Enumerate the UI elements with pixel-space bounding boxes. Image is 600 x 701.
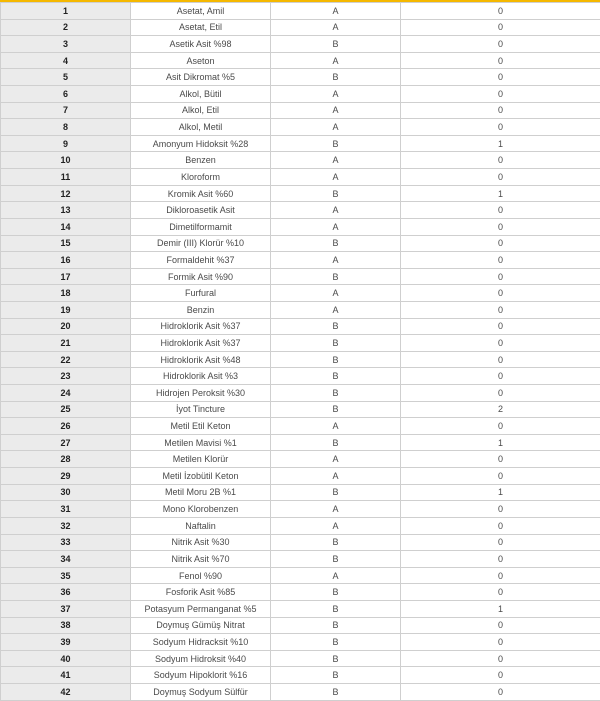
chemical-name-cell: Nitrik Asit %70 [131, 551, 271, 568]
grade-cell: B [271, 335, 401, 352]
row-number-cell: 17 [1, 268, 131, 285]
chemical-name-cell: Metil İzobütil Keton [131, 468, 271, 485]
row-number-cell: 28 [1, 451, 131, 468]
chemical-name-cell: Hidroklorik Asit %37 [131, 335, 271, 352]
value-cell: 0 [401, 368, 600, 385]
grade-cell: B [271, 484, 401, 501]
table-row [1, 185, 600, 202]
grade-cell: A [271, 285, 401, 302]
row-number-cell: 10 [1, 152, 131, 169]
chemical-name-cell: Potasyum Permanganat %5 [131, 600, 271, 617]
value-cell: 0 [401, 351, 600, 368]
grade-cell: B [271, 551, 401, 568]
row-number-cell: 13 [1, 202, 131, 219]
chemical-name-cell: Nitrik Asit %30 [131, 534, 271, 551]
chemical-name-cell: Alkol, Metil [131, 119, 271, 136]
value-cell: 0 [401, 517, 600, 534]
table-row [1, 252, 600, 269]
value-cell: 0 [401, 468, 600, 485]
grade-cell: B [271, 268, 401, 285]
grade-cell: B [271, 235, 401, 252]
chemical-resistance-table [0, 2, 600, 701]
value-cell: 1 [401, 185, 600, 202]
value-cell: 0 [401, 268, 600, 285]
chemical-name-cell: Doymuş Sodyum Sülfür [131, 683, 271, 700]
grade-cell: B [271, 584, 401, 601]
grade-cell: A [271, 119, 401, 136]
chemical-name-cell: Sodyum Hipoklorit %16 [131, 667, 271, 684]
grade-cell: A [271, 169, 401, 186]
chemical-name-cell: Benzin [131, 301, 271, 318]
row-number-cell: 4 [1, 52, 131, 69]
row-number-cell: 24 [1, 385, 131, 402]
table-row [1, 268, 600, 285]
row-number-cell: 29 [1, 468, 131, 485]
table-row [1, 617, 600, 634]
row-number-cell: 21 [1, 335, 131, 352]
chemical-name-cell: Metilen Klorür [131, 451, 271, 468]
chemical-name-cell: Asetat, Etil [131, 19, 271, 36]
row-number-cell: 38 [1, 617, 131, 634]
chemical-name-cell: Hidroklorik Asit %3 [131, 368, 271, 385]
row-number-cell: 37 [1, 600, 131, 617]
row-number-cell: 33 [1, 534, 131, 551]
chemical-name-cell: Asit Dikromat %5 [131, 69, 271, 86]
table-row [1, 584, 600, 601]
grade-cell: B [271, 634, 401, 651]
value-cell: 1 [401, 135, 600, 152]
row-number-cell: 40 [1, 650, 131, 667]
chemical-name-cell: Aseton [131, 52, 271, 69]
table-row [1, 368, 600, 385]
value-cell: 0 [401, 683, 600, 700]
chemical-name-cell: Dikloroasetik Asit [131, 202, 271, 219]
row-number-cell: 9 [1, 135, 131, 152]
table-row [1, 335, 600, 352]
chemical-name-cell: Asetik Asit %98 [131, 36, 271, 53]
chemical-name-cell: Sodyum Hidracksit %10 [131, 634, 271, 651]
value-cell: 0 [401, 285, 600, 302]
value-cell: 0 [401, 235, 600, 252]
chemical-name-cell: Naftalin [131, 517, 271, 534]
value-cell: 0 [401, 218, 600, 235]
table-row [1, 36, 600, 53]
row-number-cell: 8 [1, 119, 131, 136]
table-row [1, 235, 600, 252]
chemical-name-cell: Amonyum Hidoksit %28 [131, 135, 271, 152]
value-cell: 0 [401, 19, 600, 36]
row-number-cell: 15 [1, 235, 131, 252]
value-cell: 1 [401, 484, 600, 501]
table-row [1, 351, 600, 368]
row-number-cell: 12 [1, 185, 131, 202]
row-number-cell: 31 [1, 501, 131, 518]
grade-cell: B [271, 36, 401, 53]
grade-cell: A [271, 501, 401, 518]
value-cell: 0 [401, 385, 600, 402]
grade-cell: A [271, 202, 401, 219]
grade-cell: B [271, 185, 401, 202]
table-row [1, 19, 600, 36]
grade-cell: B [271, 351, 401, 368]
table-row [1, 169, 600, 186]
grade-cell: A [271, 451, 401, 468]
chemical-name-cell: Furfural [131, 285, 271, 302]
chemical-name-cell: Metil Moru 2B %1 [131, 484, 271, 501]
value-cell: 0 [401, 318, 600, 335]
row-number-cell: 41 [1, 667, 131, 684]
row-number-cell: 25 [1, 401, 131, 418]
row-number-cell: 26 [1, 418, 131, 435]
table-row [1, 484, 600, 501]
value-cell: 0 [401, 102, 600, 119]
row-number-cell: 18 [1, 285, 131, 302]
table-row [1, 667, 600, 684]
chemical-name-cell: Asetat, Amil [131, 3, 271, 20]
value-cell: 0 [401, 202, 600, 219]
table-row [1, 650, 600, 667]
table-row [1, 567, 600, 584]
grade-cell: A [271, 52, 401, 69]
table-row [1, 52, 600, 69]
grade-cell: A [271, 102, 401, 119]
table-row [1, 202, 600, 219]
table-row [1, 501, 600, 518]
chemical-name-cell: Fenol %90 [131, 567, 271, 584]
row-number-cell: 39 [1, 634, 131, 651]
chemical-name-cell: Kloroform [131, 169, 271, 186]
chemical-name-cell: Benzen [131, 152, 271, 169]
value-cell: 0 [401, 667, 600, 684]
value-cell: 0 [401, 567, 600, 584]
table-row [1, 468, 600, 485]
table-row [1, 119, 600, 136]
value-cell: 0 [401, 3, 600, 20]
grade-cell: B [271, 534, 401, 551]
row-number-cell: 14 [1, 218, 131, 235]
value-cell: 0 [401, 301, 600, 318]
grade-cell: B [271, 385, 401, 402]
chemical-name-cell: Sodyum Hidroksit %40 [131, 650, 271, 667]
table-row [1, 534, 600, 551]
table-row [1, 218, 600, 235]
grade-cell: B [271, 401, 401, 418]
table-row [1, 69, 600, 86]
value-cell: 0 [401, 650, 600, 667]
table-row [1, 434, 600, 451]
row-number-cell: 42 [1, 683, 131, 700]
chemical-name-cell: Dimetilformamit [131, 218, 271, 235]
grade-cell: A [271, 517, 401, 534]
value-cell: 0 [401, 534, 600, 551]
table-row [1, 385, 600, 402]
table-row [1, 634, 600, 651]
grade-cell: B [271, 135, 401, 152]
chemical-name-cell: Alkol, Etil [131, 102, 271, 119]
chemical-name-cell: Fosforik Asit %85 [131, 584, 271, 601]
row-number-cell: 7 [1, 102, 131, 119]
table-row [1, 683, 600, 700]
row-number-cell: 20 [1, 318, 131, 335]
chemical-name-cell: Hidroklorik Asit %37 [131, 318, 271, 335]
grade-cell: A [271, 567, 401, 584]
table-row [1, 551, 600, 568]
grade-cell: A [271, 252, 401, 269]
chemical-name-cell: Formik Asit %90 [131, 268, 271, 285]
table-row [1, 3, 600, 20]
row-number-cell: 3 [1, 36, 131, 53]
value-cell: 0 [401, 252, 600, 269]
grade-cell: B [271, 600, 401, 617]
row-number-cell: 11 [1, 169, 131, 186]
value-cell: 0 [401, 169, 600, 186]
row-number-cell: 36 [1, 584, 131, 601]
table-row [1, 451, 600, 468]
grade-cell: B [271, 667, 401, 684]
value-cell: 0 [401, 36, 600, 53]
grade-cell: B [271, 368, 401, 385]
row-number-cell: 30 [1, 484, 131, 501]
chemical-name-cell: Formaldehit %37 [131, 252, 271, 269]
grade-cell: A [271, 218, 401, 235]
row-number-cell: 5 [1, 69, 131, 86]
value-cell: 2 [401, 401, 600, 418]
grade-cell: A [271, 19, 401, 36]
grade-cell: A [271, 86, 401, 103]
table-row [1, 600, 600, 617]
value-cell: 0 [401, 551, 600, 568]
grade-cell: A [271, 418, 401, 435]
chemical-name-cell: Mono Klorobenzen [131, 501, 271, 518]
value-cell: 0 [401, 86, 600, 103]
chemical-name-cell: Metil Etil Keton [131, 418, 271, 435]
table-row [1, 401, 600, 418]
table-row [1, 102, 600, 119]
grade-cell: B [271, 318, 401, 335]
grade-cell: B [271, 69, 401, 86]
table-row [1, 135, 600, 152]
value-cell: 0 [401, 634, 600, 651]
row-number-cell: 23 [1, 368, 131, 385]
row-number-cell: 35 [1, 567, 131, 584]
value-cell: 0 [401, 418, 600, 435]
chemical-name-cell: Hidrojen Peroksit %30 [131, 385, 271, 402]
value-cell: 0 [401, 501, 600, 518]
table-row [1, 152, 600, 169]
chemical-name-cell: Hidroklorik Asit %48 [131, 351, 271, 368]
value-cell: 0 [401, 69, 600, 86]
row-number-cell: 22 [1, 351, 131, 368]
table-row [1, 285, 600, 302]
table-row [1, 301, 600, 318]
value-cell: 0 [401, 52, 600, 69]
chemical-name-cell: İyot Tincture [131, 401, 271, 418]
value-cell: 0 [401, 152, 600, 169]
chemical-name-cell: Alkol, Bütil [131, 86, 271, 103]
grade-cell: A [271, 3, 401, 20]
chemical-name-cell: Doymuş Gümüş Nitrat [131, 617, 271, 634]
value-cell: 0 [401, 335, 600, 352]
grade-cell: B [271, 434, 401, 451]
row-number-cell: 27 [1, 434, 131, 451]
row-number-cell: 2 [1, 19, 131, 36]
row-number-cell: 34 [1, 551, 131, 568]
table-row [1, 517, 600, 534]
chemical-name-cell: Demir (III) Klorür %10 [131, 235, 271, 252]
chemical-name-cell: Kromik Asit %60 [131, 185, 271, 202]
chemical-name-cell: Metilen Mavisi %1 [131, 434, 271, 451]
value-cell: 1 [401, 434, 600, 451]
grade-cell: B [271, 650, 401, 667]
grade-cell: B [271, 617, 401, 634]
grade-cell: B [271, 683, 401, 700]
value-cell: 0 [401, 617, 600, 634]
table-row [1, 86, 600, 103]
table-row [1, 318, 600, 335]
value-cell: 0 [401, 119, 600, 136]
row-number-cell: 16 [1, 252, 131, 269]
row-number-cell: 19 [1, 301, 131, 318]
value-cell: 0 [401, 451, 600, 468]
value-cell: 0 [401, 584, 600, 601]
row-number-cell: 6 [1, 86, 131, 103]
row-number-cell: 32 [1, 517, 131, 534]
table-row [1, 418, 600, 435]
grade-cell: A [271, 152, 401, 169]
value-cell: 1 [401, 600, 600, 617]
row-number-cell: 1 [1, 3, 131, 20]
grade-cell: A [271, 301, 401, 318]
grade-cell: A [271, 468, 401, 485]
table-body [1, 3, 600, 701]
